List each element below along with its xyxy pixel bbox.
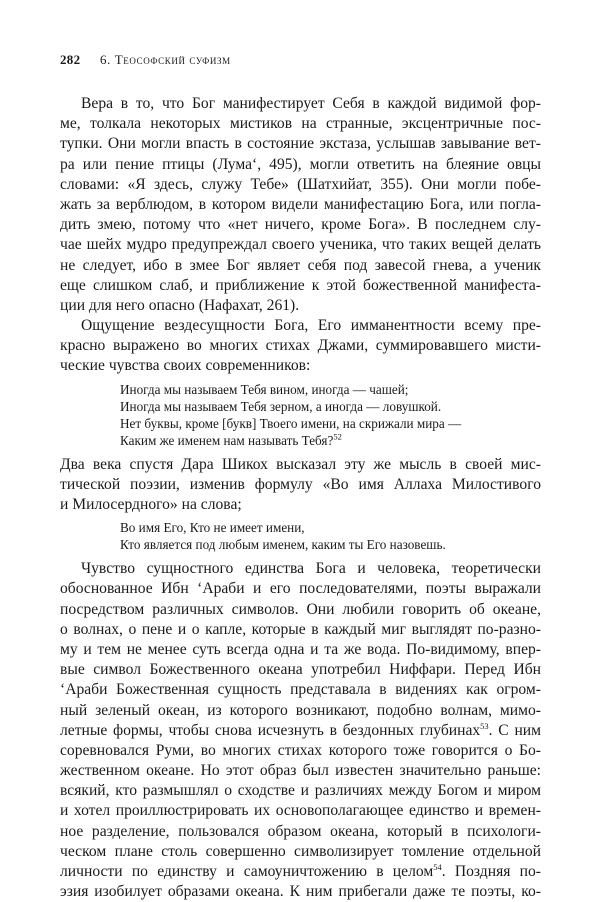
text-line: Чувство сущностного единства Бога и человека, теоретически — [81, 560, 541, 578]
section-title: 6. Теософский суфизм — [99, 52, 231, 67]
verse-line: Нет буквы, кроме [букв] Твоего имени, на скрижали мира — — [120, 415, 462, 431]
page-number: 282 — [60, 52, 81, 67]
text-line: ный зеленый океан, из которого возникают, подобно волнам, мимо- — [60, 701, 541, 719]
footnote-ref[interactable]: 52 — [333, 431, 342, 442]
text-line: и хотел проиллюстрировать их основополагающее единство и времен- — [60, 802, 541, 820]
verse-line: Во имя Его, Кто не имеет имени, — [120, 520, 305, 536]
paragraph — [60, 559, 541, 902]
text-line: посредством различных символов. Они любили говорить об океане, — [60, 600, 541, 618]
verse-line: Иногда мы называем Тебя вином, иногда — чашей; — [120, 381, 409, 397]
text-line: всякий, кто размышлял о сходстве и различиях между Богом и миром — [60, 782, 541, 800]
text-line: не следует, ибо в змее Бог являет себя под завесой гнева, а ученик — [60, 256, 541, 274]
text-line: ное разделение, пользовался образом океана, который в психологи- — [60, 822, 541, 840]
text-line: жественном океане. Но этот образ был известен значительно раньше: — [60, 762, 541, 780]
text-segment: личности по единству и самоуничтожению в целом — [60, 863, 434, 880]
verse-line: Кто является под любым именем, каким ты Его назовешь. — [120, 537, 446, 553]
text-line: ческие чувства своих современников: — [60, 357, 311, 375]
text-line: ра или пение птицы (Лума‘, 495), могли ответить на блеяние овцы — [60, 155, 541, 173]
text-line: вые символ Божественного океана употребил Ниффари. Перед Ибн — [60, 661, 541, 679]
paragraph — [60, 455, 541, 516]
text-line: дить змею, потому что «нет ничего, кроме Бога». В последнем слу- — [60, 216, 541, 234]
body-text — [60, 94, 541, 902]
verse-line: Иногда мы называем Тебя зерном, а иногда — ловушкой. — [120, 398, 442, 414]
footnote-ref[interactable]: 53 — [480, 720, 489, 731]
text-line: ции для него опасно (Нафахат, 261). — [60, 296, 300, 314]
paragraph — [60, 316, 541, 377]
text-line: еще слишком слаб, и приближение к этой божественной манифеста- — [60, 276, 541, 294]
text-line: Ощущение вездесущности Бога, Его имманентности всему пре- — [81, 317, 541, 335]
verse-quote — [60, 381, 541, 449]
text-line: чае шейх мудро предупреждал своего ученика, что таких вещей делать — [60, 236, 541, 254]
text-line: словами: «Я здесь, служу Тебе» (Шатхийат, 355). Они могли побе- — [60, 175, 541, 193]
text-line: обоснованное Ибн ‘Араби и его последователями, поэты выражали — [60, 580, 541, 598]
text-segment: . С ним — [488, 721, 541, 739]
text-line: ческом плане столь совершенно символизирует томление отдельной — [60, 842, 541, 860]
text-segment: . Поздняя по- — [441, 863, 541, 880]
text-line: тупки. Они могли впасть в состояние экстаза, услышав завывание вет- — [60, 135, 541, 153]
running-head — [60, 52, 540, 68]
text-segment: летные формы, чтобы снова исчезнуть в бездонных глубинах — [60, 721, 481, 739]
text-line: Вера в то, что Бог манифестирует Себя в каждой видимой фор- — [81, 95, 541, 112]
verse-text: Каким же именем нам называть Тебя? — [120, 432, 334, 448]
text-line: эзия изобилует образами океана. К ним прибегали даже те поэты, ко- — [60, 883, 541, 901]
text-line: и Милосердного» на слова; — [60, 496, 242, 513]
verse-quote — [60, 519, 541, 553]
text-line — [60, 862, 541, 882]
paragraph — [60, 94, 541, 316]
text-line: Два века спустя Дара Шикох высказал эту же мысль в своей мис- — [60, 455, 541, 473]
verse-line — [60, 432, 541, 449]
text-line: ‘Араби Божественная сущность представала в видениях как огром- — [60, 681, 541, 699]
text-line: соревновался Руми, во многих стихах которого тоже говорится о Бо- — [60, 741, 541, 759]
text-line: красно выражено во многих стихах Джами, суммировавшего мисти- — [60, 337, 541, 355]
text-line: о волнах, о пене и о капле, которые в каждый миг выглядят по-разно- — [60, 620, 541, 638]
text-line: ме, толкала некоторых мистиков на странные, эксцентричные пос- — [60, 115, 541, 133]
text-line — [60, 721, 541, 741]
text-line: тической поэзии, изменив формулу «Во имя Аллаха Милостивого — [60, 475, 541, 493]
footnote-ref[interactable]: 54 — [433, 862, 442, 872]
text-line: жать за верблюдом, в котором видели манифестацию Бога, или погла- — [60, 195, 541, 213]
text-line: му и тем не менее суть всегда одна и та же вода. По-видимому, впер- — [60, 640, 541, 658]
